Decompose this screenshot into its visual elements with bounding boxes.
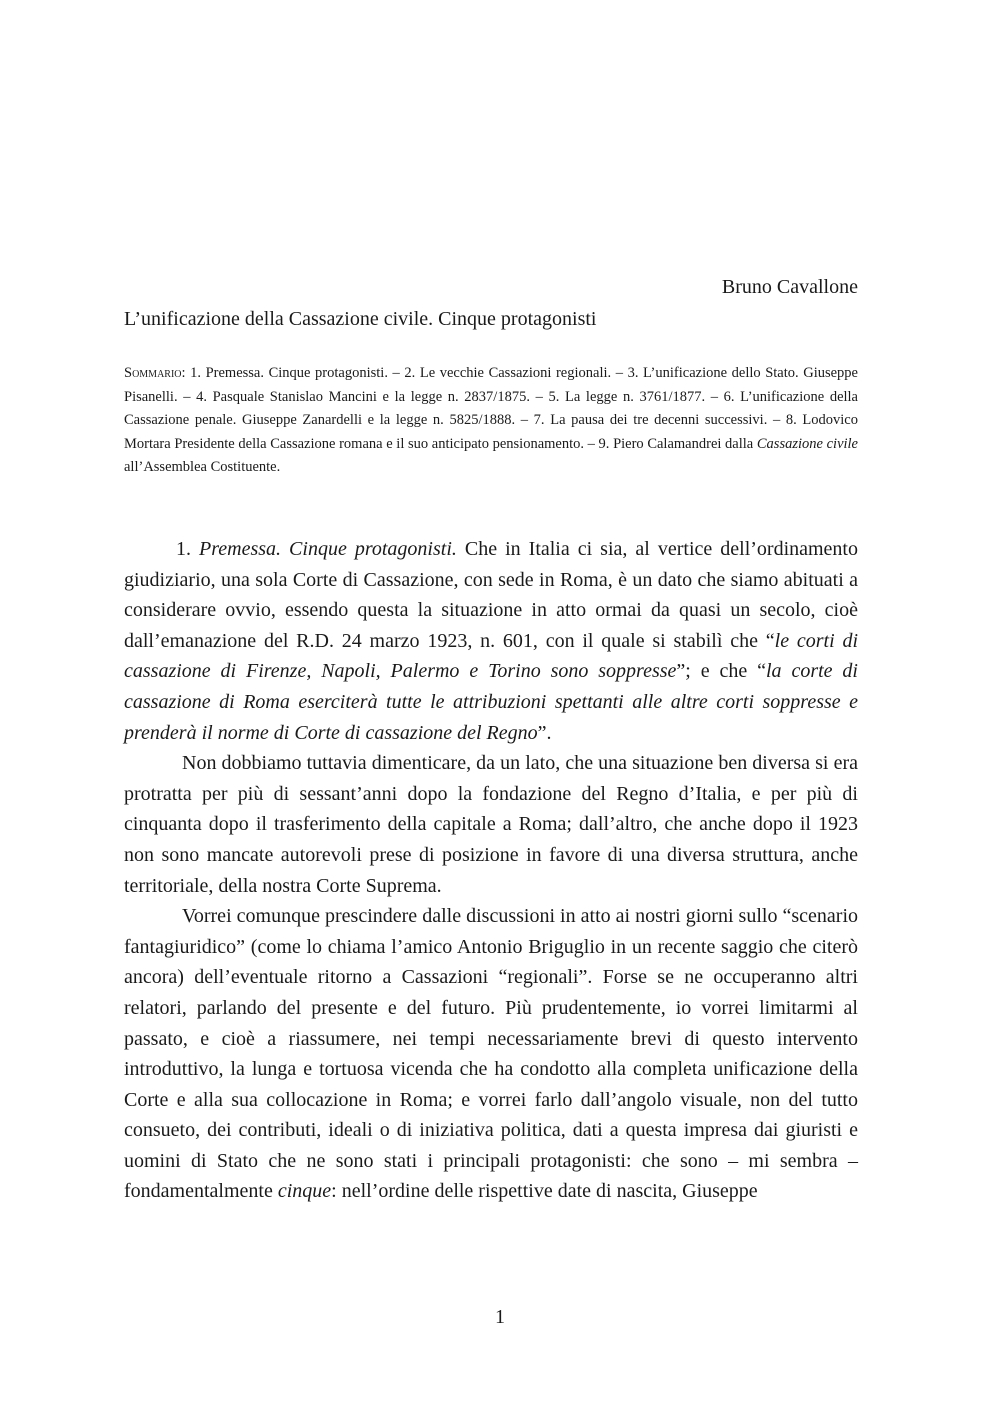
paragraph-1-text-b: ”; e che “ bbox=[676, 660, 766, 683]
summary-italic-work: Cassazione civile bbox=[756, 435, 858, 452]
body-text bbox=[124, 534, 858, 1207]
paragraph-2: Non dobbiamo tuttavia dimenticare, da un lato, che una situazione ben diversa si era protratta per più di sessant’anni dopo la fondazione del Regno d’Italia, e per più di cinquanta dopo il trasferimento della capitale a Roma; dall’altro, che anche dopo il 1923 non sono mancate autorevoli prese di posizione in favore di una diversa struttura, anche territoriale, della nostra Corte Suprema. bbox=[124, 752, 858, 897]
summary-text: : 1. Premessa. Cinque protagonisti. – 2. Le vecchie Cassazioni regionali. – 3. L’unificazione dello Stato. Giuseppe Pisanelli. – 4. Pasquale Stanislao Mancini e la legge n. 2837/1875. – 5. La legge n. 3761/1877. – 6. L’unificazione della Cassazione penale. Giuseppe Zanardelli e la legge n. 5825/1888. – 7. La pausa dei tre decenni successivi. – 8. Lodovico Mortara Presidente della Cassazione romana e il suo anticipato pensionamento. – 9. Piero Calamandrei dalla bbox=[124, 365, 858, 452]
section-heading: Premessa. Cinque protagonisti. bbox=[199, 538, 457, 560]
article-title: L’unificazione della Cassazione civile. Cinque protagonisti bbox=[124, 308, 597, 330]
page-number: 1 bbox=[495, 1306, 505, 1328]
paragraph-3 bbox=[124, 901, 858, 1207]
section-number: 1. bbox=[176, 538, 200, 560]
author-name: Bruno Cavallone bbox=[721, 276, 858, 298]
paragraph-1-text: Che in Italia ci sia, al vertice dell’ordinamento giudiziario, una sola Corte di Cassazione, con sede in Roma, è un dato che siamo abituati a considerare ovvio, essendo questa la situazione in atto ormai da quasi un secolo, cioè dall’emanazione del R.D. 24 marzo 1923, n. 601, con il quale si stabilì che “ bbox=[124, 538, 858, 652]
paragraph-1 bbox=[124, 534, 858, 748]
italic-word-cinque: cinque bbox=[277, 1180, 332, 1203]
paragraph-3-text: Vorrei comunque prescindere dalle discussioni in atto ai nostri giorni sullo “scenario fantagiuridico” (come lo chiama l’amico Antonio Briguglio in un recente saggio che citerò ancora) dell’eventuale ritorno a Cassazioni “regionali”. Forse se ne occuperanno altri relatori, parlando del presente e del futuro. Più prudentemente, io vorrei limitarmi al passato, e cioè a riassumere, nei tempi necessariamente brevi di questo intervento introduttivo, la lunga e tortuosa vicenda che ha condotto alla completa unificazione della Corte e alla sua collocazione in Roma; e vorrei farlo dall’angolo visuale, non del tutto consueto, dei contributi, ideali o di iniziativa politica, dati a questa impresa dai giuristi e uomini di Stato che ne sono stati i principali protagonisti: che sono – mi sembra – fondamentalmente bbox=[124, 905, 858, 1203]
quote-decree-2: la corte di cassazione di Roma eserciterà tutte le attribuzioni spettanti alle altre corti soppresse e prenderà il norme di Corte di cassazione del Regno bbox=[124, 660, 858, 744]
paragraph-1-text-c: ”. bbox=[537, 721, 552, 744]
summary-text-end: all’Assemblea Costituente. bbox=[124, 459, 281, 475]
summary-block bbox=[124, 362, 858, 480]
summary-label: Sommario bbox=[124, 365, 182, 381]
quote-decree-1: le corti di cassazione di Firenze, Napoli, Palermo e Torino sono soppresse bbox=[124, 629, 858, 683]
paragraph-3-text-end: : nell’ordine delle rispettive date di nascita, Giuseppe bbox=[331, 1180, 758, 1203]
